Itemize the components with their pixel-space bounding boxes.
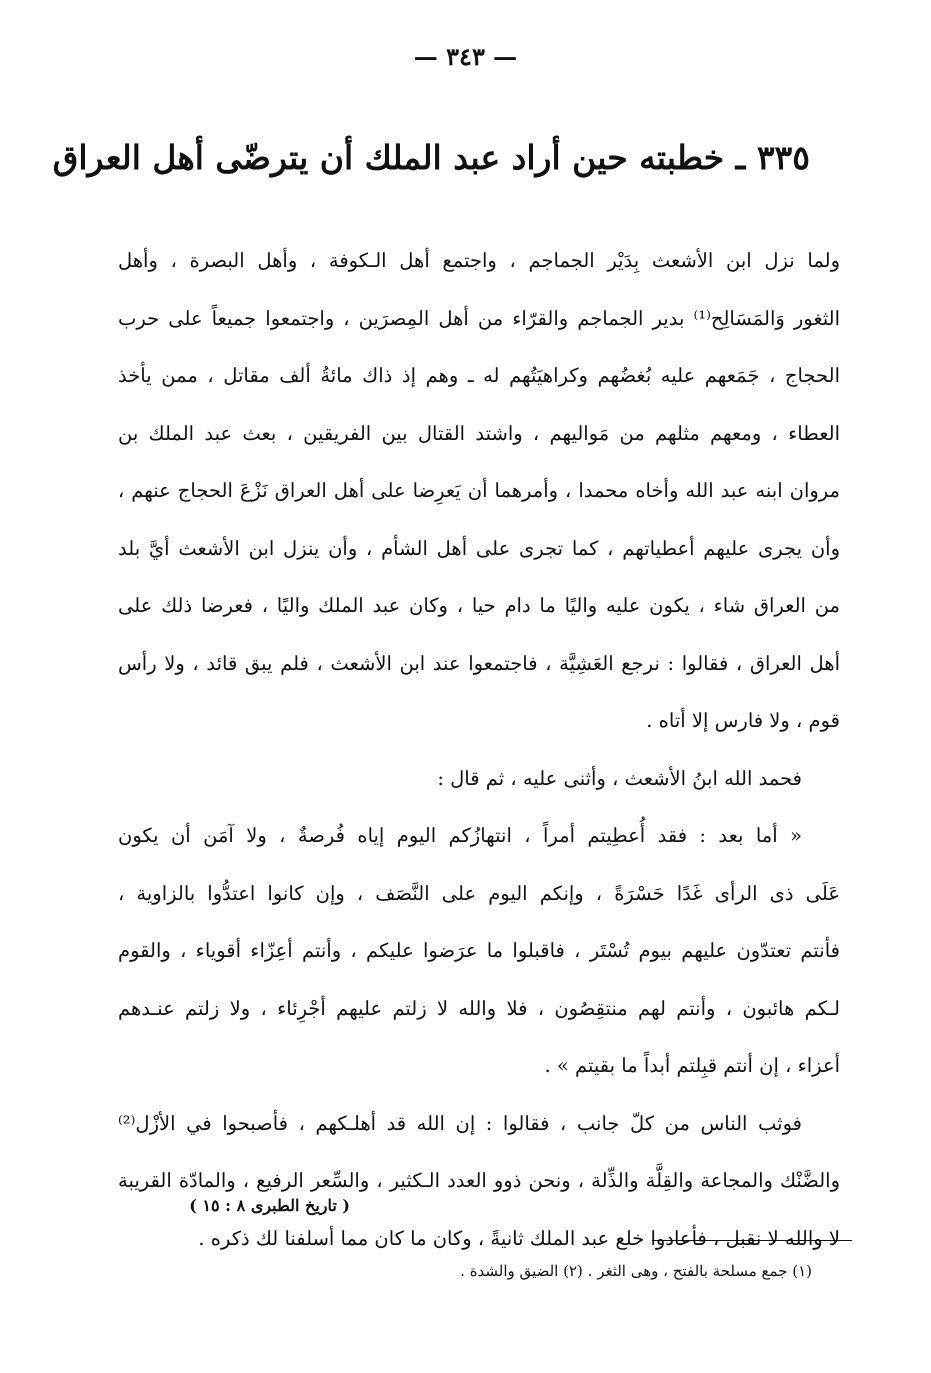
page-number: — ٣٤٣ — [413, 42, 518, 71]
text-line: مروان ابنه عبد الله وأخاه محمدا ، وأمرهما أن يَعرِضا على أهل العراق نَزْعَ الحجاج عنهم ، [118, 479, 840, 502]
text-line: الثغور وَالمَسَالِح⁽¹⁾ بدير الجماجم والقرّاء من أهل المِصرَين ، واجتمعوا جميعاً على حرب [118, 306, 840, 330]
footnote-divider [652, 1240, 852, 1241]
text-line: فحمد الله ابنُ الأشعث ، وأثنى عليه ، ثم قال : [437, 766, 802, 790]
text-line: فأنتم تعتدّون عليهم بيوم تُسْتَر ، فاقبلوا ما عرَضوا عليكم ، وأنتم أعِزّاء أقوياء ، والقوم [118, 939, 840, 962]
source-citation: ( تاريخ الطبرى ٨ : ١٥ ) [189, 1196, 350, 1215]
text-line: والضَّنْك والمجاعة والقِلَّة والذِّلة ، ونحن ذوو العدد الـكثير ، والسِّعر الرفيع ، والمادّة القريبة [118, 1169, 840, 1192]
page-title: ٣٣٥ ـ خطبته حين أراد عبد الملك أن يترضّى أهل العراق [52, 138, 810, 177]
text-line: لا والله لا نقبل ، فأعادوا خلع عبد الملك ثانيةً ، وكان ما كان مما أسلفنا لك ذكره . [198, 1226, 840, 1250]
text-line: من العراق شاء ، يكون عليه واليًا ما دام حيا ، وكان عبد الملك واليًا ، فعرضا ذلك على [118, 594, 840, 617]
footnotes: (١) جمع مسلحة بالفتح ، وهى الثغر . (٢) الضيق والشدة . [460, 1262, 812, 1280]
text-line: ولما نزل ابن الأشعث بِدَيْر الجماجم ، واجتمع أهل الـكوفة ، وأهل البصرة ، وأهل [118, 249, 840, 272]
text-line: قوم ، ولا فارس إلا أتاه . [646, 709, 840, 732]
text-line: أهل العراق ، فقالوا : نرجع العَشِيَّة ، فاجتمعوا عند ابن الأشعث ، فلم يبق قائد ، ولا رأس [118, 651, 840, 675]
text-line: عَلَى ذى الرأى غَدًا حَسْرَةً ، وإنكم اليوم على النَّصَف ، وإن كانوا اعتدُّوا بالزاوية ، [118, 881, 840, 905]
text-line: فوثب الناس من كلّ جانب ، فقالوا : إن الله قد أهلـكهم ، فأصبحوا في الأزْل⁽²⁾ [118, 1111, 802, 1135]
text-line: العطاء ، ومعهم مثلهم من مَواليهم ، واشتد القتال بين الفريقين ، بعث عبد الملك بن [118, 421, 840, 445]
text-line: الحجاج ، جَمَعهم عليه بُغضُهم وكراهيَتُهم له ـ وهم إذ ذاك مائةُ ألف مقاتل ، ممن يأخذ [118, 364, 840, 387]
body-text [118, 232, 840, 1267]
text-line: وأن يجرى عليهم أعطياتهم ، كما تجرى على أهل الشأم ، وأن ينزل ابن الأشعث أيَّ بلد [118, 536, 840, 560]
text-line: « أما بعد : فقد أُعطِيتم أمراً ، انتهازُكم اليوم إياه فُرصةٌ ، ولا آمَن أن يكون [118, 824, 802, 847]
text-line: أعزاء ، إن أنتم قبِلتم أبداً ما بقيتم » . [544, 1054, 840, 1077]
text-line: لـكم هائبون ، وأنتم لهم منتقِصُون ، فلا والله لا زلتم عليهم أجْرِئاء ، ولا زلتم عنـدهم [118, 996, 840, 1020]
